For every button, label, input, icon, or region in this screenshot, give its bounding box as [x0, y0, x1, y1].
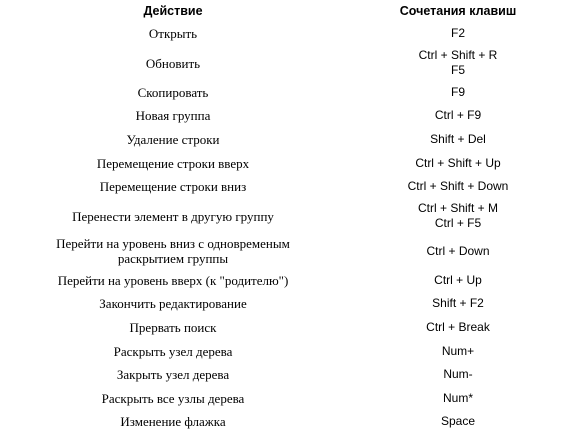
- action-text: Раскрыть все узлы дерева: [101, 390, 245, 406]
- table-row: [0, 316, 570, 340]
- shortcut-text: Num+: [441, 343, 475, 358]
- table-row: [0, 269, 570, 293]
- keys-cell: [346, 85, 570, 100]
- keys-column-header: Сочетания клавиш: [399, 4, 517, 18]
- shortcut-text: Ctrl + Shift + Up: [415, 155, 501, 170]
- table-body: [0, 22, 570, 434]
- keys-cell: [346, 367, 570, 382]
- table-row: [0, 46, 570, 81]
- shortcut-text: Ctrl + F9: [434, 108, 482, 123]
- action-text: Скопировать: [137, 84, 209, 100]
- action-cell: [0, 391, 346, 406]
- keys-cell: [346, 132, 570, 147]
- action-text: Обновить: [145, 55, 201, 71]
- keys-cell: [346, 273, 570, 288]
- keys-cell: [346, 414, 570, 429]
- action-text: Закончить редактирование: [99, 296, 247, 312]
- action-cell: [0, 132, 346, 147]
- action-cell: [0, 26, 346, 41]
- table-row: [0, 22, 570, 46]
- shortcut-text: Num-: [443, 367, 473, 382]
- action-cell: [0, 209, 346, 224]
- shortcut-text: F9: [450, 84, 465, 99]
- table-row: [0, 234, 570, 269]
- shortcut-text: Ctrl + Shift + M: [417, 201, 499, 216]
- action-text: раскрытием группы: [117, 251, 229, 267]
- action-text: Перемещение строки вниз: [99, 179, 247, 195]
- shortcut-text: Shift + Del: [430, 132, 486, 147]
- keys-cell: [346, 391, 570, 406]
- action-column-header: Действие: [143, 4, 203, 18]
- action-text: Закрыть узел дерева: [116, 367, 230, 383]
- keys-cell: [346, 48, 570, 78]
- keys-cell: [346, 244, 570, 259]
- shortcut-text: F2: [450, 26, 465, 41]
- action-text: Изменение флажка: [120, 414, 226, 430]
- table-row: [0, 410, 570, 434]
- table-row: [0, 199, 570, 234]
- action-cell: [0, 296, 346, 311]
- table-row: [0, 292, 570, 316]
- keys-cell: [346, 156, 570, 171]
- action-cell: [0, 367, 346, 382]
- shortcut-text: Ctrl + Up: [434, 272, 482, 287]
- action-text: Перемещение строки вверх: [96, 155, 250, 171]
- table-row: [0, 339, 570, 363]
- action-cell: [0, 85, 346, 100]
- table-row: [0, 128, 570, 152]
- action-cell: [0, 344, 346, 359]
- action-text: Перейти на уровень вверх (к "родителю"): [57, 272, 289, 288]
- keys-cell: [346, 201, 570, 231]
- keys-cell: [346, 26, 570, 41]
- shortcut-text: Ctrl + F5: [434, 216, 482, 231]
- action-cell: [0, 108, 346, 123]
- action-text: Раскрыть узел дерева: [113, 343, 233, 359]
- table-header: [0, 0, 570, 22]
- action-text: Новая группа: [135, 108, 211, 124]
- table-row: [0, 363, 570, 387]
- shortcut-text: Num*: [442, 390, 473, 405]
- table-row: [0, 151, 570, 175]
- action-text: Перейти на уровень вниз с одновременым: [56, 236, 290, 252]
- shortcut-text: Ctrl + Shift + Down: [407, 179, 509, 194]
- keys-cell: [346, 179, 570, 194]
- table-row: [0, 175, 570, 199]
- keys-cell: [346, 320, 570, 335]
- action-text: Открыть: [148, 26, 198, 42]
- shortcut-text: F5: [450, 63, 465, 78]
- action-cell: [0, 236, 346, 266]
- table-row: [0, 81, 570, 105]
- action-text: Перенести элемент в другую группу: [72, 208, 274, 224]
- shortcut-text: Shift + F2: [432, 296, 484, 311]
- shortcut-text: Space: [440, 414, 476, 429]
- action-cell: [0, 179, 346, 194]
- action-cell: [0, 273, 346, 288]
- action-cell: [0, 414, 346, 429]
- keys-cell: [346, 344, 570, 359]
- action-text: Прервать поиск: [129, 320, 217, 336]
- table-row: [0, 104, 570, 128]
- action-cell: [0, 56, 346, 71]
- shortcut-text: Ctrl + Down: [426, 243, 490, 258]
- action-cell: [0, 320, 346, 335]
- keys-cell: [346, 296, 570, 311]
- action-text: Удаление строки: [126, 132, 220, 148]
- action-cell: [0, 156, 346, 171]
- table-row: [0, 387, 570, 411]
- shortcut-text: Ctrl + Shift + R: [418, 48, 498, 63]
- keys-cell: [346, 108, 570, 123]
- shortcut-text: Ctrl + Break: [426, 320, 490, 335]
